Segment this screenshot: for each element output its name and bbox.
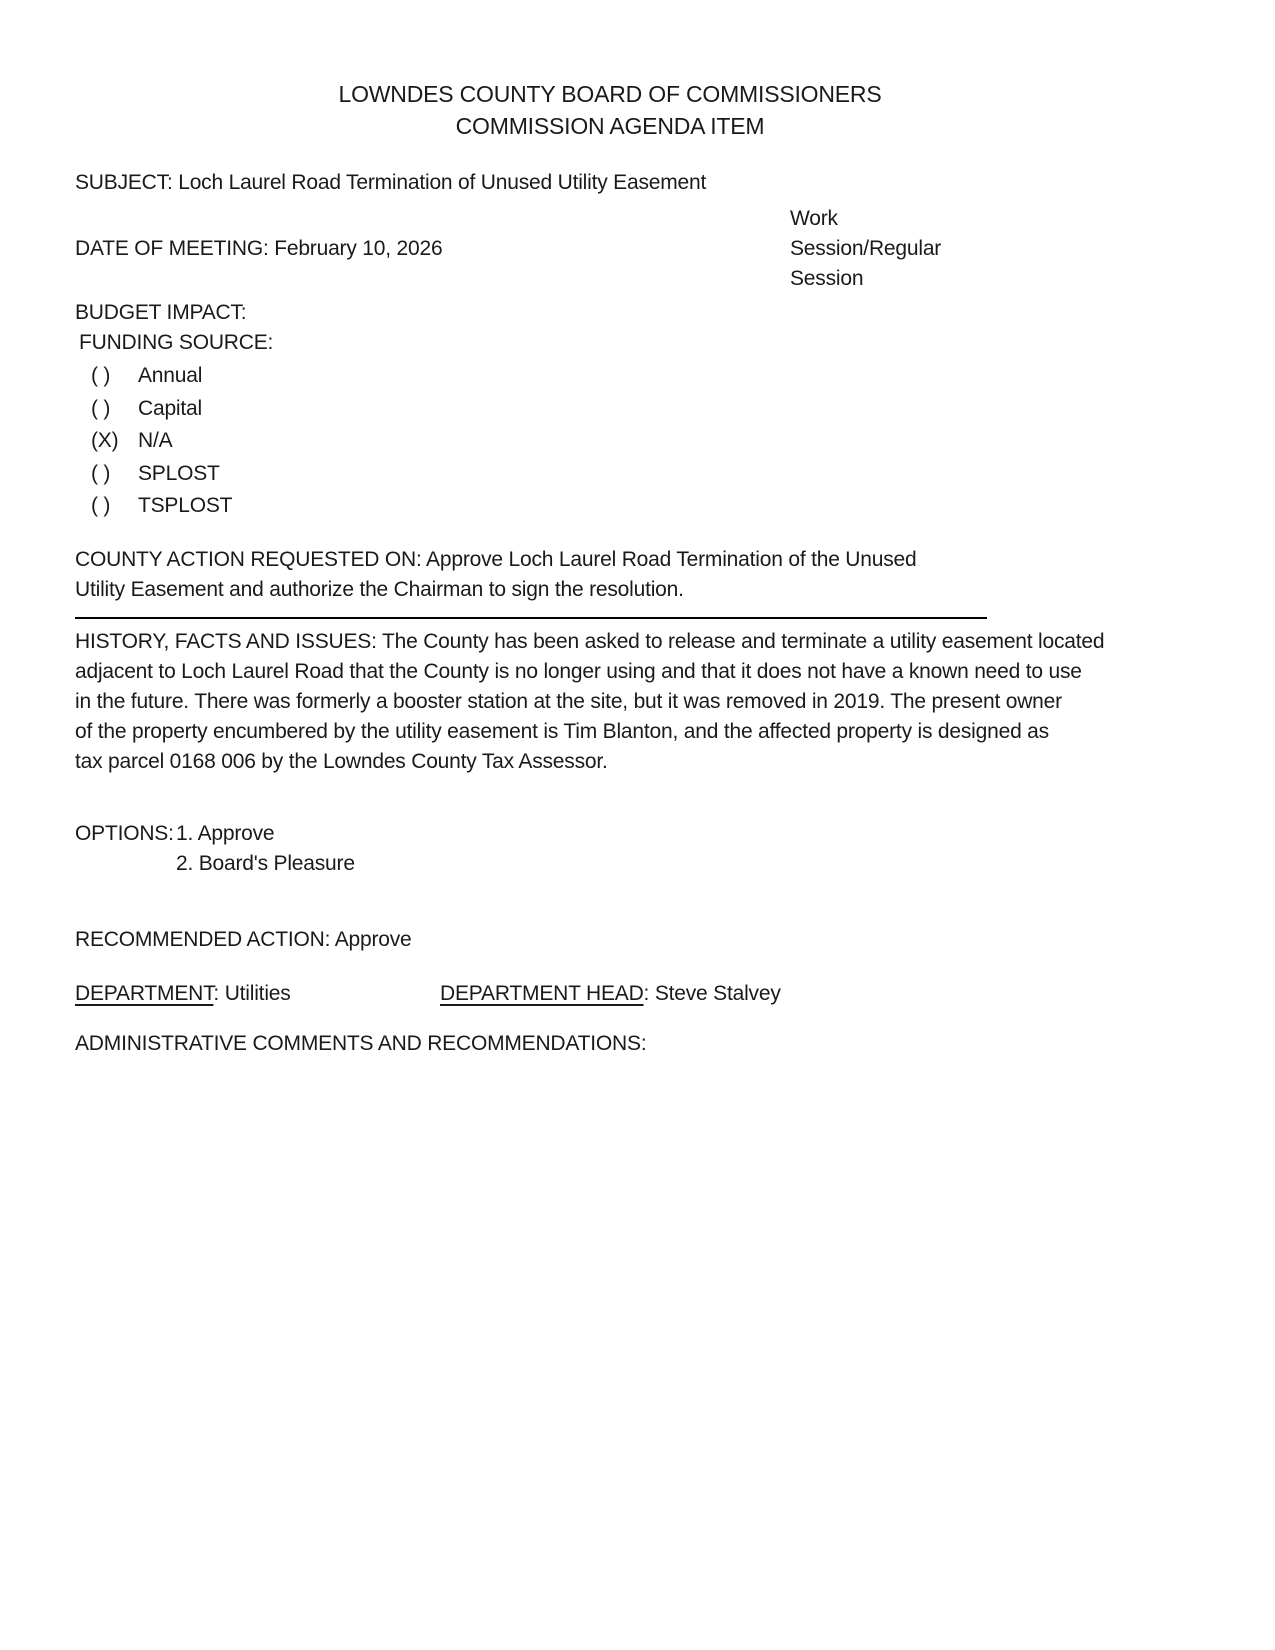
history-line: of the property encumbered by the utility easement is Tim Blanton, and the affected property is designed as <box>75 719 1049 743</box>
checkbox-mark: ( ) <box>91 396 111 420</box>
department-row <box>75 979 1145 1009</box>
funding-option-splost <box>91 458 1145 491</box>
history-facts-paragraph <box>75 627 1145 777</box>
funding-option-label: SPLOST <box>138 461 220 485</box>
history-line: in the future. There was formerly a booster station at the site, but it was removed in 2019. The present owner <box>75 689 1062 713</box>
history-line: HISTORY, FACTS AND ISSUES: The County has been asked to release and terminate a utility easement located <box>75 629 1105 653</box>
department-group <box>75 982 291 1005</box>
page-title-line1: LOWNDES COUNTY BOARD OF COMMISSIONERS <box>338 81 882 107</box>
options-section <box>75 819 1145 879</box>
funding-option-annual <box>91 360 1145 393</box>
department-head-value: : Steve Stalvey <box>643 981 781 1005</box>
checkbox-mark: ( ) <box>91 364 111 387</box>
date-of-meeting: DATE OF MEETING: February 10, 2026 <box>75 237 443 260</box>
options-label: OPTIONS: <box>75 821 174 845</box>
funding-option-label: Capital <box>138 396 202 420</box>
checkbox-mark-checked: (X) <box>91 429 119 452</box>
admin-comments-label: ADMINISTRATIVE COMMENTS AND RECOMMENDATIONS: <box>75 1031 647 1055</box>
department-label: DEPARTMENT <box>75 981 214 1005</box>
funding-option-label: Annual <box>138 364 203 387</box>
department-head-label: DEPARTMENT HEAD <box>440 981 644 1005</box>
history-line: tax parcel 0168 006 by the Lowndes County Tax Assessor. <box>75 749 608 773</box>
funding-source-label: FUNDING SOURCE: <box>79 331 274 354</box>
checkbox-mark: ( ) <box>91 494 111 517</box>
funding-option-label: N/A <box>138 429 173 452</box>
recommended-action: RECOMMENDED ACTION: Approve <box>75 927 412 951</box>
option-item: 2. Board's Pleasure <box>176 851 355 875</box>
checkbox-mark: ( ) <box>91 461 111 485</box>
funding-option-label: TSPLOST <box>138 494 233 517</box>
funding-option-na <box>91 425 1145 458</box>
county-action-line: COUNTY ACTION REQUESTED ON: Approve Loch Laurel Road Termination of the Unused <box>75 547 917 571</box>
county-action-paragraph <box>75 545 987 619</box>
meeting-block <box>75 204 1145 296</box>
document-header <box>75 78 1145 142</box>
option-item: 1. Approve <box>176 821 275 845</box>
budget-impact-label: BUDGET IMPACT: <box>75 301 247 324</box>
page-title-line2: COMMISSION AGENDA ITEM <box>455 113 765 139</box>
subject-line: SUBJECT: Loch Laurel Road Termination of Unused Utility Easement <box>75 171 707 194</box>
options-items <box>176 819 355 879</box>
department-value: : Utilities <box>213 981 291 1005</box>
department-head-group <box>440 979 781 1009</box>
funding-option-tsplost <box>91 490 1145 523</box>
funding-option-capital <box>91 393 1145 426</box>
funding-options-list <box>91 360 1145 523</box>
history-line: adjacent to Loch Laurel Road that the County is no longer using and that it does not have a known need to use <box>75 659 1082 683</box>
session-type: Work Session/Regular Session <box>790 207 942 290</box>
county-action-line: Utility Easement and authorize the Chairman to sign the resolution. <box>75 577 684 601</box>
